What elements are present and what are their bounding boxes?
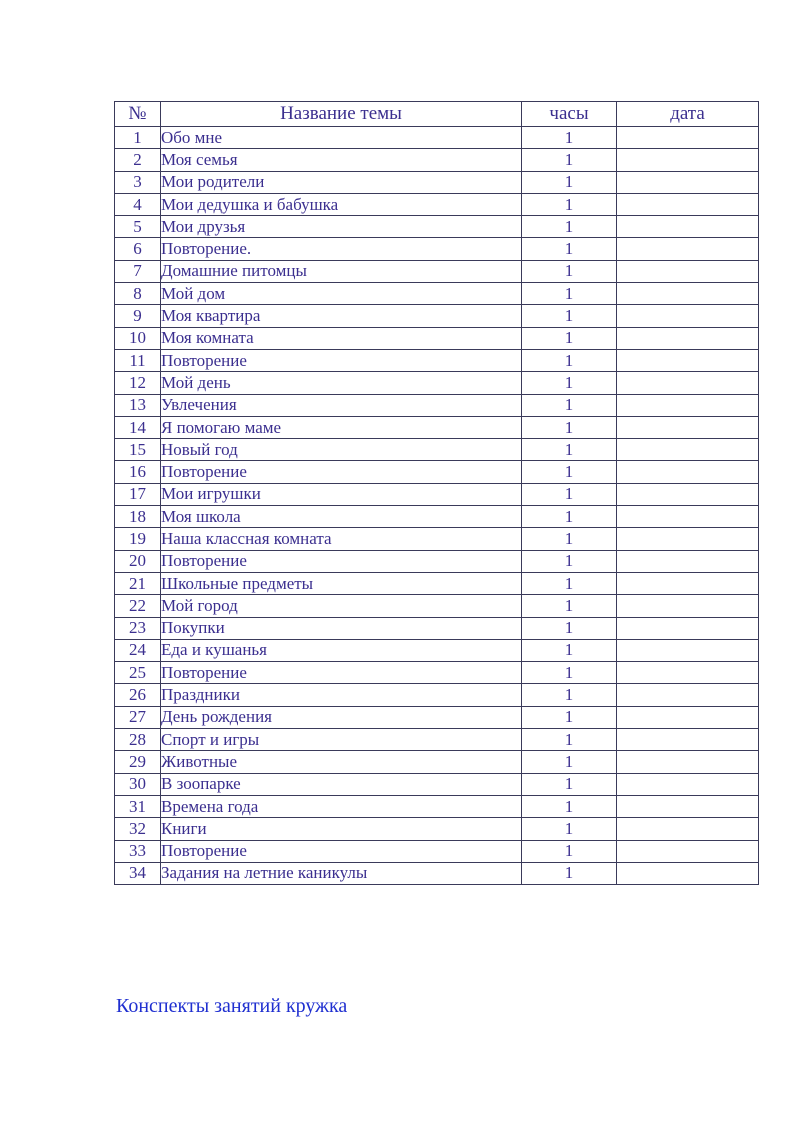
- row-topic-cell: Повторение: [161, 840, 522, 862]
- row-hours-cell: 1: [522, 372, 617, 394]
- row-hours-cell: 1: [522, 729, 617, 751]
- header-date: дата: [617, 102, 759, 127]
- table-row: [115, 461, 759, 483]
- row-date-cell: [617, 706, 759, 728]
- row-date-cell: [617, 729, 759, 751]
- row-topic-cell: В зоопарке: [161, 773, 522, 795]
- row-topic-cell: Повторение: [161, 349, 522, 371]
- row-number-cell: 30: [115, 773, 161, 795]
- row-hours-cell: 1: [522, 327, 617, 349]
- header-hours: часы: [522, 102, 617, 127]
- table-row: [115, 216, 759, 238]
- row-date-cell: [617, 416, 759, 438]
- row-hours-cell: 1: [522, 706, 617, 728]
- row-number-cell: 3: [115, 171, 161, 193]
- table-row: [115, 193, 759, 215]
- row-hours-cell: 1: [522, 751, 617, 773]
- row-number-cell: 29: [115, 751, 161, 773]
- row-hours-cell: 1: [522, 416, 617, 438]
- row-topic-cell: Задания на летние каникулы: [161, 862, 522, 884]
- row-number-cell: 19: [115, 528, 161, 550]
- table-row: [115, 127, 759, 149]
- row-topic-cell: Новый год: [161, 439, 522, 461]
- row-date-cell: [617, 461, 759, 483]
- table-body: [115, 127, 759, 885]
- row-date-cell: [617, 506, 759, 528]
- table-row: [115, 305, 759, 327]
- row-date-cell: [617, 171, 759, 193]
- row-number-cell: 18: [115, 506, 161, 528]
- row-hours-cell: 1: [522, 483, 617, 505]
- row-topic-cell: Наша классная комната: [161, 528, 522, 550]
- table-row: [115, 550, 759, 572]
- row-number-cell: 11: [115, 349, 161, 371]
- table-row: [115, 572, 759, 594]
- lesson-plan-table: [114, 101, 759, 885]
- row-hours-cell: 1: [522, 439, 617, 461]
- table-row: [115, 639, 759, 661]
- row-topic-cell: Книги: [161, 818, 522, 840]
- row-number-cell: 7: [115, 260, 161, 282]
- row-topic-cell: Мой день: [161, 372, 522, 394]
- table-row: [115, 684, 759, 706]
- row-number-cell: 12: [115, 372, 161, 394]
- row-date-cell: [617, 550, 759, 572]
- row-hours-cell: 1: [522, 171, 617, 193]
- row-hours-cell: 1: [522, 639, 617, 661]
- row-date-cell: [617, 572, 759, 594]
- table-row: [115, 795, 759, 817]
- row-number-cell: 24: [115, 639, 161, 661]
- table-row: [115, 706, 759, 728]
- row-date-cell: [617, 862, 759, 884]
- row-number-cell: 23: [115, 617, 161, 639]
- row-number-cell: 27: [115, 706, 161, 728]
- row-date-cell: [617, 394, 759, 416]
- table-row: [115, 751, 759, 773]
- header-number: №: [115, 102, 161, 127]
- row-date-cell: [617, 684, 759, 706]
- table-row: [115, 149, 759, 171]
- row-number-cell: 26: [115, 684, 161, 706]
- row-date-cell: [617, 439, 759, 461]
- row-hours-cell: 1: [522, 238, 617, 260]
- row-number-cell: 8: [115, 283, 161, 305]
- row-topic-cell: Животные: [161, 751, 522, 773]
- table-row: [115, 483, 759, 505]
- row-topic-cell: Еда и кушанья: [161, 639, 522, 661]
- row-number-cell: 22: [115, 595, 161, 617]
- row-topic-cell: Моя школа: [161, 506, 522, 528]
- table-row: [115, 238, 759, 260]
- row-number-cell: 34: [115, 862, 161, 884]
- row-date-cell: [617, 260, 759, 282]
- row-number-cell: 14: [115, 416, 161, 438]
- row-hours-cell: 1: [522, 349, 617, 371]
- row-hours-cell: 1: [522, 506, 617, 528]
- row-topic-cell: Моя квартира: [161, 305, 522, 327]
- row-date-cell: [617, 216, 759, 238]
- row-number-cell: 25: [115, 662, 161, 684]
- header-topic: Название темы: [161, 102, 522, 127]
- table-row: [115, 283, 759, 305]
- table-row: [115, 818, 759, 840]
- row-hours-cell: 1: [522, 149, 617, 171]
- row-hours-cell: 1: [522, 595, 617, 617]
- row-date-cell: [617, 327, 759, 349]
- row-hours-cell: 1: [522, 394, 617, 416]
- row-topic-cell: Мои дедушка и бабушка: [161, 193, 522, 215]
- table-header-row: [115, 102, 759, 127]
- row-date-cell: [617, 662, 759, 684]
- row-date-cell: [617, 349, 759, 371]
- row-hours-cell: 1: [522, 305, 617, 327]
- row-number-cell: 13: [115, 394, 161, 416]
- row-topic-cell: Повторение: [161, 662, 522, 684]
- row-number-cell: 9: [115, 305, 161, 327]
- row-topic-cell: Времена года: [161, 795, 522, 817]
- table-row: [115, 260, 759, 282]
- row-number-cell: 16: [115, 461, 161, 483]
- row-topic-cell: Увлечения: [161, 394, 522, 416]
- table-row: [115, 729, 759, 751]
- row-hours-cell: 1: [522, 795, 617, 817]
- row-hours-cell: 1: [522, 840, 617, 862]
- table-row: [115, 662, 759, 684]
- row-number-cell: 5: [115, 216, 161, 238]
- row-topic-cell: Домашние питомцы: [161, 260, 522, 282]
- row-hours-cell: 1: [522, 773, 617, 795]
- row-number-cell: 1: [115, 127, 161, 149]
- row-hours-cell: 1: [522, 617, 617, 639]
- row-date-cell: [617, 795, 759, 817]
- row-topic-cell: Покупки: [161, 617, 522, 639]
- table-row: [115, 327, 759, 349]
- row-topic-cell: Моя комната: [161, 327, 522, 349]
- row-topic-cell: Мои игрушки: [161, 483, 522, 505]
- row-topic-cell: Праздники: [161, 684, 522, 706]
- row-number-cell: 21: [115, 572, 161, 594]
- row-hours-cell: 1: [522, 461, 617, 483]
- row-hours-cell: 1: [522, 127, 617, 149]
- row-number-cell: 28: [115, 729, 161, 751]
- row-number-cell: 2: [115, 149, 161, 171]
- row-date-cell: [617, 818, 759, 840]
- row-hours-cell: 1: [522, 193, 617, 215]
- row-date-cell: [617, 127, 759, 149]
- row-date-cell: [617, 483, 759, 505]
- row-hours-cell: 1: [522, 818, 617, 840]
- row-date-cell: [617, 149, 759, 171]
- row-hours-cell: 1: [522, 528, 617, 550]
- row-topic-cell: Мои родители: [161, 171, 522, 193]
- table-row: [115, 773, 759, 795]
- row-date-cell: [617, 528, 759, 550]
- row-date-cell: [617, 773, 759, 795]
- row-hours-cell: 1: [522, 550, 617, 572]
- row-topic-cell: Школьные предметы: [161, 572, 522, 594]
- row-number-cell: 15: [115, 439, 161, 461]
- row-date-cell: [617, 751, 759, 773]
- row-hours-cell: 1: [522, 216, 617, 238]
- row-number-cell: 4: [115, 193, 161, 215]
- row-topic-cell: Повторение: [161, 461, 522, 483]
- row-number-cell: 6: [115, 238, 161, 260]
- row-number-cell: 10: [115, 327, 161, 349]
- table-row: [115, 617, 759, 639]
- row-topic-cell: Я помогаю маме: [161, 416, 522, 438]
- row-topic-cell: Обо мне: [161, 127, 522, 149]
- row-topic-cell: Мой дом: [161, 283, 522, 305]
- table-row: [115, 595, 759, 617]
- table-row: [115, 171, 759, 193]
- row-number-cell: 33: [115, 840, 161, 862]
- table-row: [115, 416, 759, 438]
- row-number-cell: 31: [115, 795, 161, 817]
- row-topic-cell: Спорт и игры: [161, 729, 522, 751]
- row-date-cell: [617, 840, 759, 862]
- row-date-cell: [617, 617, 759, 639]
- row-number-cell: 20: [115, 550, 161, 572]
- row-hours-cell: 1: [522, 862, 617, 884]
- row-number-cell: 32: [115, 818, 161, 840]
- row-topic-cell: Повторение: [161, 550, 522, 572]
- row-hours-cell: 1: [522, 662, 617, 684]
- table-row: [115, 439, 759, 461]
- row-hours-cell: 1: [522, 283, 617, 305]
- row-date-cell: [617, 283, 759, 305]
- table-row: [115, 506, 759, 528]
- row-date-cell: [617, 372, 759, 394]
- row-topic-cell: Мои друзья: [161, 216, 522, 238]
- table-row: [115, 394, 759, 416]
- row-topic-cell: Мой город: [161, 595, 522, 617]
- table-row: [115, 528, 759, 550]
- row-date-cell: [617, 305, 759, 327]
- row-date-cell: [617, 595, 759, 617]
- table-row: [115, 372, 759, 394]
- row-hours-cell: 1: [522, 684, 617, 706]
- row-topic-cell: День рождения: [161, 706, 522, 728]
- table-row: [115, 840, 759, 862]
- row-date-cell: [617, 238, 759, 260]
- row-date-cell: [617, 193, 759, 215]
- row-number-cell: 17: [115, 483, 161, 505]
- row-topic-cell: Моя семья: [161, 149, 522, 171]
- table-row: [115, 349, 759, 371]
- row-hours-cell: 1: [522, 260, 617, 282]
- row-hours-cell: 1: [522, 572, 617, 594]
- row-topic-cell: Повторение.: [161, 238, 522, 260]
- section-heading: Конспекты занятий кружка: [116, 995, 348, 1017]
- row-date-cell: [617, 639, 759, 661]
- table-row: [115, 862, 759, 884]
